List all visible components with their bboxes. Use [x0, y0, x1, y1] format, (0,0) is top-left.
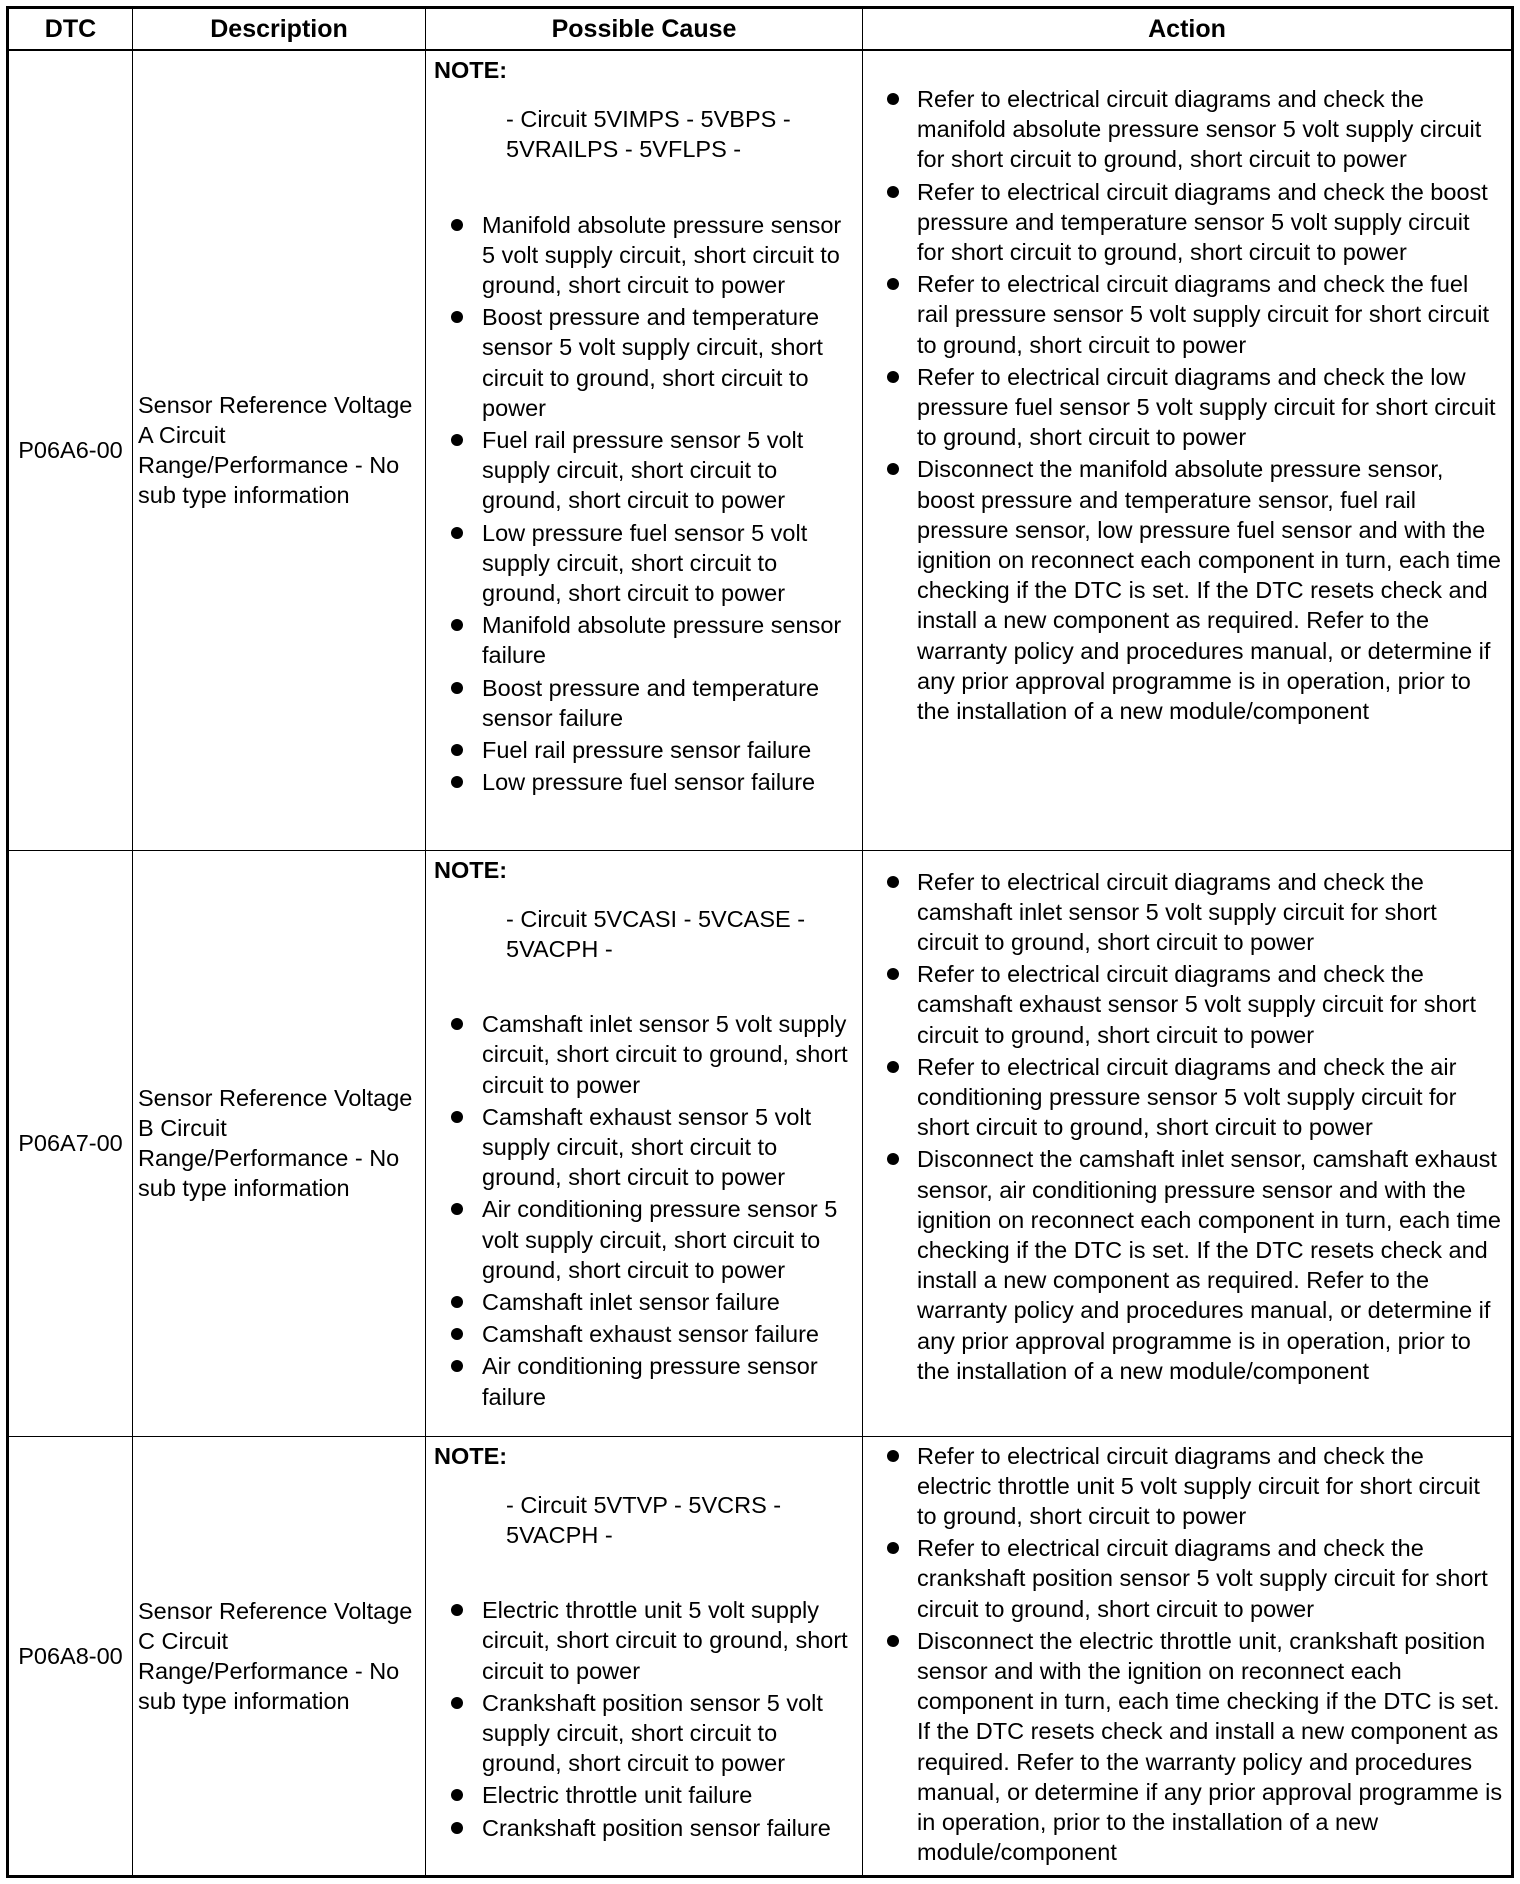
- action-cell: [863, 50, 1513, 850]
- bullet-icon: [451, 1296, 463, 1308]
- list-item: Refer to electrical circuit diagrams and check the boost pressure and temperature sensor 5 volt supply circuit for short circuit to ground, short circuit to power: [875, 177, 1503, 268]
- bullet-icon: [451, 776, 463, 788]
- note-title: NOTE:: [434, 57, 508, 83]
- list-item: Camshaft exhaust sensor 5 volt supply circuit, short circuit to ground, short circuit to power: [434, 1102, 854, 1193]
- header-action: Action: [863, 8, 1513, 51]
- dtc-code: P06A8-00: [8, 1436, 133, 1877]
- bullet-icon: [451, 1604, 463, 1616]
- list-item: Boost pressure and temperature sensor failure: [434, 673, 854, 733]
- list-item: Camshaft inlet sensor failure: [434, 1287, 854, 1317]
- bullet-icon: [451, 619, 463, 631]
- list-item: Fuel rail pressure sensor failure: [434, 735, 854, 765]
- bullet-icon: [451, 1789, 463, 1801]
- list-item: Low pressure fuel sensor failure: [434, 767, 854, 797]
- list-item: Refer to electrical circuit diagrams and check the crankshaft position sensor 5 volt supply circuit for short circuit to ground, short circuit to power: [875, 1533, 1503, 1624]
- note-title: NOTE:: [434, 1442, 508, 1469]
- list-item: Refer to electrical circuit diagrams and check the camshaft inlet sensor 5 volt supply circuit for short circuit to ground, short circuit to power: [875, 867, 1503, 958]
- list-item: Refer to electrical circuit diagrams and check the manifold absolute pressure sensor 5 volt supply circuit for short circuit to ground, short circuit to power: [875, 84, 1503, 175]
- header-possible-cause: Possible Cause: [426, 8, 863, 51]
- list-item: Electric throttle unit 5 volt supply circuit, short circuit to ground, short circuit to power: [434, 1595, 854, 1686]
- bullet-icon: [887, 278, 899, 290]
- table-row: [8, 850, 1513, 1436]
- header-description: Description: [133, 8, 426, 51]
- note-circuits: - Circuit 5VIMPS - 5VBPS - 5VRAILPS - 5VFLPS -: [506, 106, 791, 163]
- cause-list: [434, 1595, 854, 1843]
- bullet-icon: [451, 434, 463, 446]
- bullet-icon: [451, 311, 463, 323]
- list-item: Refer to electrical circuit diagrams and check the camshaft exhaust sensor 5 volt supply circuit for short circuit to ground, short circuit to power: [875, 959, 1503, 1050]
- bullet-icon: [887, 371, 899, 383]
- bullet-icon: [451, 1203, 463, 1215]
- dtc-table: [6, 6, 1514, 1878]
- cause-list: [434, 1009, 854, 1412]
- bullet-icon: [451, 1697, 463, 1709]
- action-list: [875, 84, 1503, 726]
- note-title: NOTE:: [434, 856, 508, 883]
- list-item: Disconnect the camshaft inlet sensor, camshaft exhaust sensor, air conditioning pressure sensor and with the ignition on reconnect each component in turn, each time checking if the DTC is set. If the DTC resets check and install a new component as required. Refer to the warranty policy and procedures manual, or determine if any prior approval programme is in operation, prior to the installation of a new module/component: [875, 1144, 1503, 1386]
- bullet-icon: [887, 1450, 899, 1462]
- action-list: [875, 867, 1503, 1386]
- list-item: Refer to electrical circuit diagrams and check the low pressure fuel sensor 5 volt supply circuit for short circuit to ground, short circuit to power: [875, 362, 1503, 453]
- list-item: Disconnect the manifold absolute pressure sensor, boost pressure and temperature sensor, fuel rail pressure sensor, low pressure fuel sensor and with the ignition on reconnect each component in turn, each time checking if the DTC is set. If the DTC resets check and install a new component as required. Refer to the warranty policy and procedures manual, or determine if any prior approval programme is in operation, prior to the installation of a new module/component: [875, 454, 1503, 726]
- bullet-icon: [887, 1635, 899, 1647]
- bullet-icon: [887, 968, 899, 980]
- action-cell: [863, 850, 1513, 1436]
- possible-cause-cell: [426, 1436, 863, 1877]
- bullet-icon: [451, 1111, 463, 1123]
- bullet-icon: [451, 1822, 463, 1834]
- bullet-icon: [887, 463, 899, 475]
- bullet-icon: [887, 1061, 899, 1073]
- dtc-description: Sensor Reference Voltage C Circuit Range/Performance - No sub type information: [133, 1436, 426, 1877]
- list-item: Air conditioning pressure sensor failure: [434, 1351, 854, 1411]
- list-item: Refer to electrical circuit diagrams and check the fuel rail pressure sensor 5 volt supply circuit for short circuit to ground, short circuit to power: [875, 269, 1503, 360]
- bullet-icon: [451, 744, 463, 756]
- list-item: Camshaft exhaust sensor failure: [434, 1319, 854, 1349]
- list-item: Boost pressure and temperature sensor 5 volt supply circuit, short circuit to ground, short circuit to power: [434, 302, 854, 423]
- note-circuits: - Circuit 5VTVP - 5VCRS - 5VACPH -: [506, 1491, 782, 1548]
- bullet-icon: [451, 219, 463, 231]
- bullet-icon: [451, 1328, 463, 1340]
- list-item: Manifold absolute pressure sensor 5 volt supply circuit, short circuit to ground, short circuit to power: [434, 210, 854, 301]
- bullet-icon: [451, 1018, 463, 1030]
- list-item: Crankshaft position sensor 5 volt supply circuit, short circuit to ground, short circuit to power: [434, 1688, 854, 1779]
- possible-cause-cell: [426, 850, 863, 1436]
- list-item: Fuel rail pressure sensor 5 volt supply circuit, short circuit to ground, short circuit to power: [434, 425, 854, 516]
- header-row: [8, 8, 1513, 51]
- table-row: [8, 50, 1513, 850]
- dtc-code: P06A6-00: [8, 50, 133, 850]
- bullet-icon: [451, 1360, 463, 1372]
- action-cell: [863, 1436, 1513, 1877]
- dtc-description: Sensor Reference Voltage A Circuit Range/Performance - No sub type information: [133, 50, 426, 850]
- possible-cause-cell: [426, 50, 863, 850]
- bullet-icon: [887, 93, 899, 105]
- bullet-icon: [887, 1153, 899, 1165]
- list-item: Crankshaft position sensor failure: [434, 1813, 854, 1843]
- dtc-table-wrapper: [6, 6, 1514, 1878]
- list-item: Air conditioning pressure sensor 5 volt supply circuit, short circuit to ground, short circuit to power: [434, 1194, 854, 1285]
- bullet-icon: [451, 527, 463, 539]
- dtc-code: P06A7-00: [8, 850, 133, 1436]
- list-item: Low pressure fuel sensor 5 volt supply circuit, short circuit to ground, short circuit to power: [434, 518, 854, 609]
- dtc-description: Sensor Reference Voltage B Circuit Range/Performance - No sub type information: [133, 850, 426, 1436]
- cause-list: [434, 210, 854, 798]
- header-dtc: DTC: [8, 8, 133, 51]
- list-item: Electric throttle unit failure: [434, 1780, 854, 1810]
- bullet-icon: [887, 186, 899, 198]
- action-list: [875, 1441, 1503, 1868]
- list-item: Refer to electrical circuit diagrams and check the air conditioning pressure sensor 5 volt supply circuit for short circuit to ground, short circuit to power: [875, 1052, 1503, 1143]
- note-circuits: - Circuit 5VCASI - 5VCASE - 5VACPH -: [506, 905, 806, 962]
- bullet-icon: [451, 682, 463, 694]
- bullet-icon: [887, 1542, 899, 1554]
- list-item: Refer to electrical circuit diagrams and check the electric throttle unit 5 volt supply circuit for short circuit to ground, short circuit to power: [875, 1441, 1503, 1532]
- list-item: Camshaft inlet sensor 5 volt supply circuit, short circuit to ground, short circuit to power: [434, 1009, 854, 1100]
- table-row: [8, 1436, 1513, 1877]
- list-item: Manifold absolute pressure sensor failure: [434, 610, 854, 670]
- list-item: Disconnect the electric throttle unit, crankshaft position sensor and with the ignition on reconnect each component in turn, each time checking if the DTC is set. If the DTC resets check and install a new component as required. Refer to the warranty policy and procedures manual, or determine if any prior approval programme is in operation, prior to the installation of a new module/component: [875, 1626, 1503, 1868]
- bullet-icon: [887, 876, 899, 888]
